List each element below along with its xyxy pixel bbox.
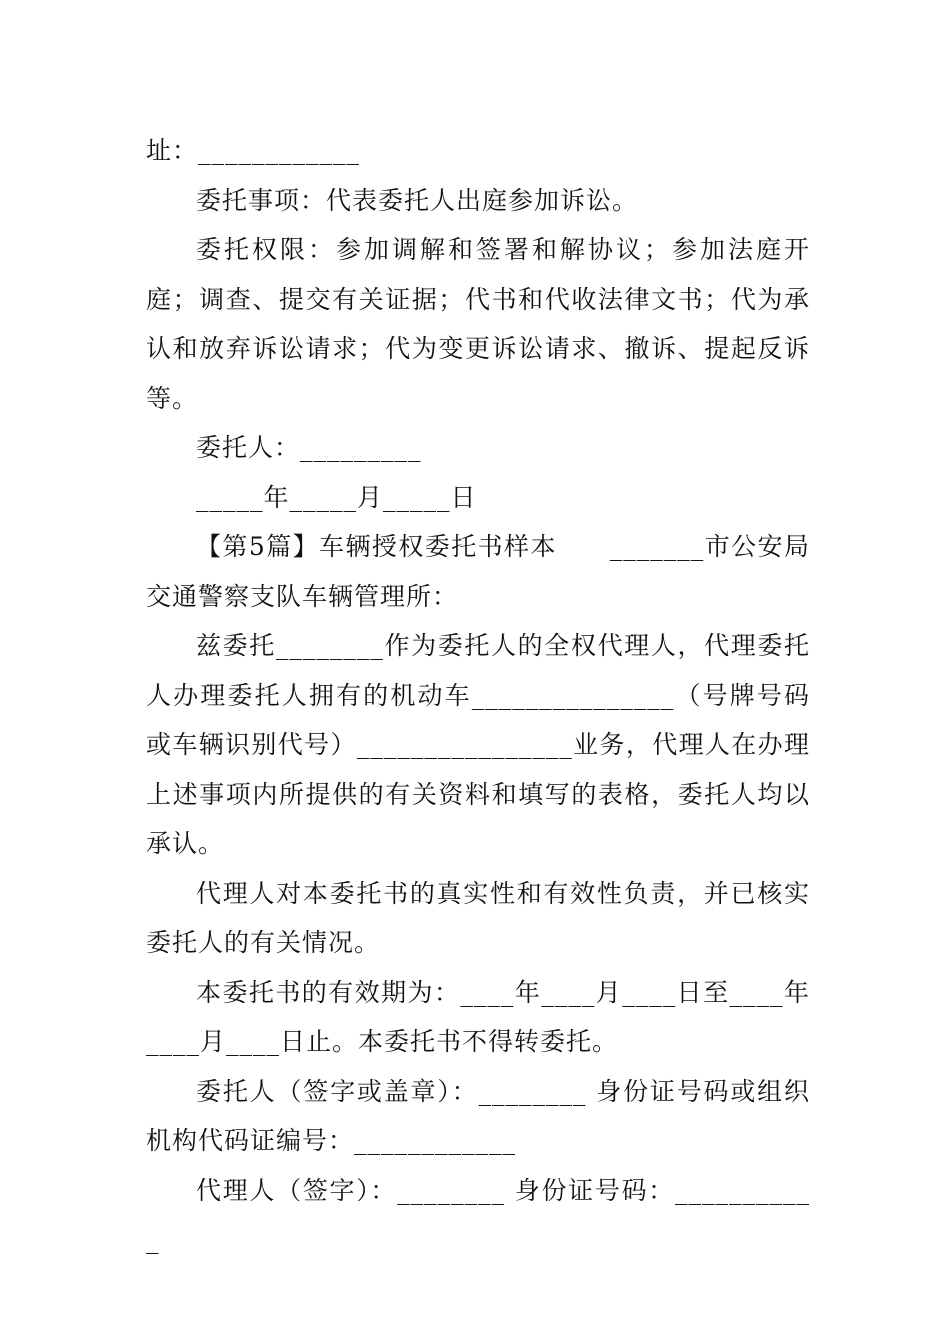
agent-responsibility-text: 代理人对本委托书的真实性和有效性负责，并已核实委托人的有关情况。 <box>146 878 810 957</box>
document-body <box>146 126 810 1265</box>
principal-signature-line: 委托人：_________ <box>196 433 422 462</box>
entrusted-matters: 委托事项：代表委托人出庭参加诉讼。 <box>196 185 639 215</box>
validity-period-text: 本委托书的有效期为：____年____月____日至____年____月____日止。本委托书不得转委托。 <box>146 977 810 1056</box>
address-line: 址：____________ <box>146 136 361 165</box>
date-line: _____年_____月_____日 <box>196 482 477 512</box>
principal-id-line: 委托人（签字或盖章）：________ 身份证号码或组织机构代码证编号：____________ <box>146 1076 810 1155</box>
agent-id-line: 代理人（签字）：________ 身份证号码：___________ <box>146 1175 810 1254</box>
entrusted-authority: 委托权限：参加调解和签署和解协议；参加法庭开庭；调查、提交有关证据；代书和代收法律文书；代为承认和放弃诉讼请求；代为变更诉讼请求、撤诉、提起反诉等。 <box>146 235 810 413</box>
vehicle-authorization-text: 兹委托________作为委托人的全权代理人，代理委托人办理委托人拥有的机动车_______________（号牌号码或车辆识别代号）________________业务，代理人在办理上述事项内所提供的有关资料和填写的表格，委托人均以承认。 <box>146 631 810 858</box>
section-heading-5: 【第5篇】车辆授权委托书样本 _______市公安局交通警察支队车辆管理所： <box>146 532 810 611</box>
